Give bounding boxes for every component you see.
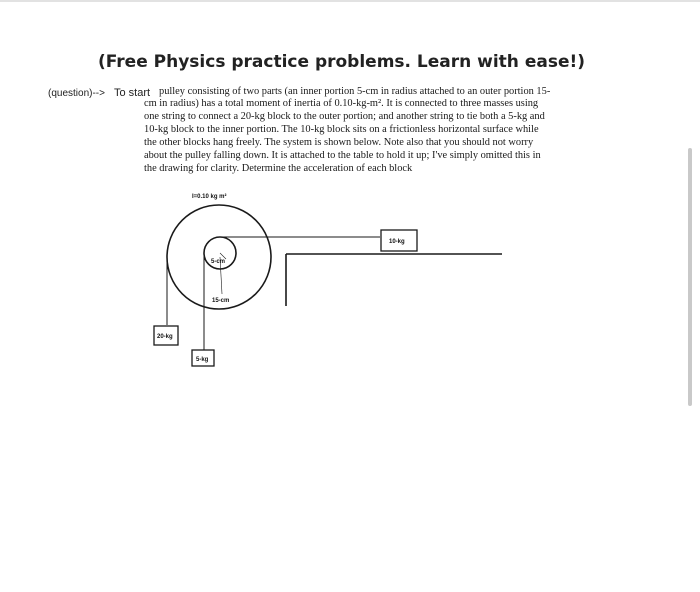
question-line-5: the other blocks hang freely. The system is shown below. Note also that you should not worry [144, 137, 534, 148]
question-line-6: about the pulley falling down. It is attached to the table to hold it up; I've simply omitted this in [144, 150, 541, 161]
page-title: (Free Physics practice problems. Learn with ease!) [98, 52, 585, 72]
block-10kg-label: 10-kg [389, 239, 405, 245]
outer-pulley-circle [167, 205, 271, 309]
question-line-4: 10-kg block to the inner portion. The 10-kg block sits on a frictionless horizontal surface while [144, 124, 539, 135]
question-line-3: one string to connect a 20-kg block to the outer portion; and another string to tie both a 5-kg and [144, 111, 545, 122]
inertia-label: I=0.10 kg m² [192, 194, 227, 200]
question-line-1: pulley consisting of two parts (an inner portion 5-cm in radius attached to an outer portion 15- [159, 86, 551, 97]
question-line-2: cm in radius) has a total moment of inertia of 0.10-kg-m². It is connected to three masses using [144, 98, 539, 109]
inner-radius-label: 5-cm [211, 259, 226, 265]
question-prefix: (question)--> [48, 88, 105, 99]
question-lead-text: To start [114, 87, 151, 99]
block-5kg-label: 5-kg [196, 357, 209, 363]
vertical-scrollbar[interactable] [688, 148, 692, 406]
block-20kg-label: 20-kg [157, 334, 173, 340]
outer-radius-label: 15-cm [212, 298, 230, 304]
question-line-7: the drawing for clarity. Determine the acceleration of each block [144, 163, 413, 174]
